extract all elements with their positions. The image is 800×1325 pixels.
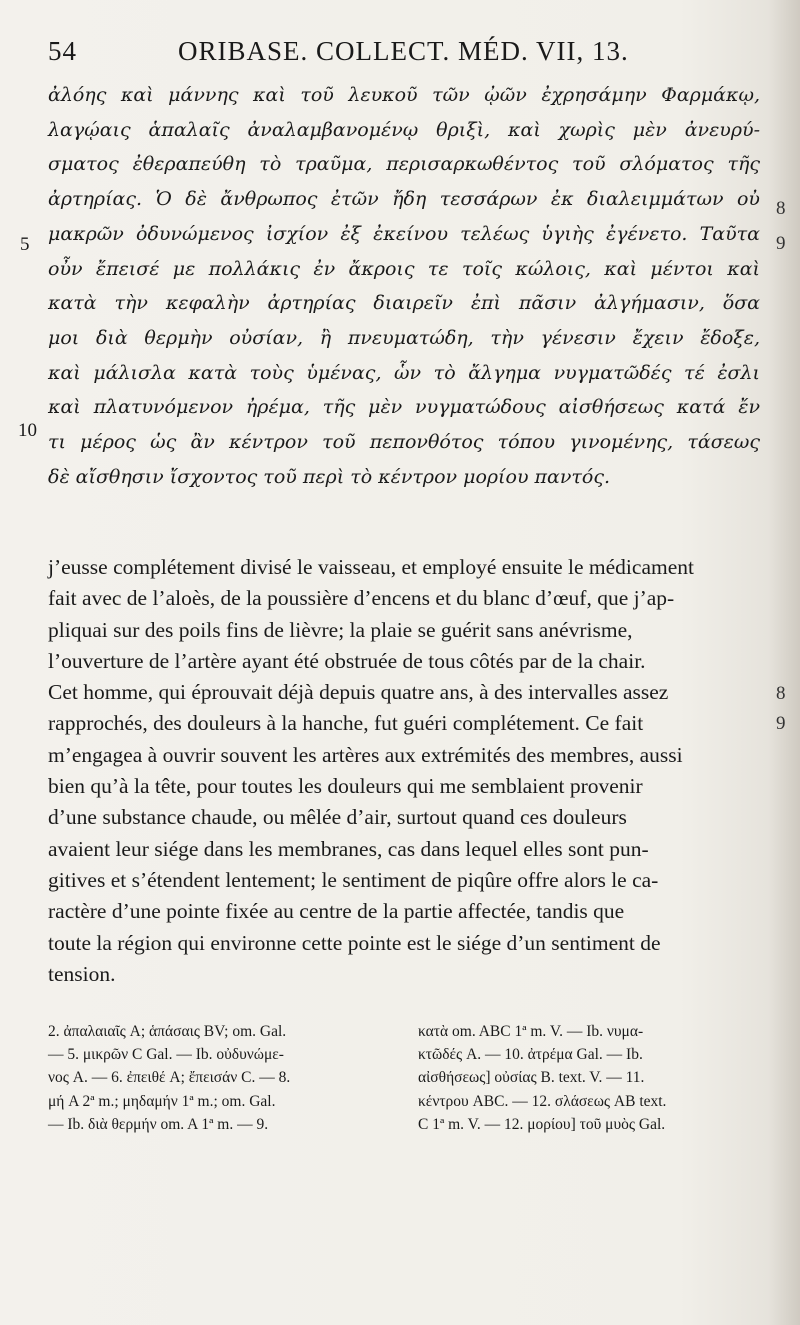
greek-line: καὶ μάλισλα κατὰ τοὺς ὑμένας, ὧν τὸ ἄλγημα νυγματῶδές τέ ἐσλι bbox=[48, 361, 760, 384]
margin-number-8-french: 8 bbox=[776, 683, 786, 704]
margin-number-9-french: 9 bbox=[776, 713, 786, 734]
greek-line: ἀλόης καὶ μάννης καὶ τοῦ λευκοῦ τῶν ᾠῶν ἐχρησάμην Φαρμάκῳ, bbox=[48, 84, 760, 106]
note-line: κατὰ om. ABC 1ª m. V. — Ib. νυμα- bbox=[418, 1023, 644, 1040]
greek-text-block bbox=[48, 78, 760, 494]
page-header bbox=[48, 36, 760, 70]
page-number: 54 bbox=[48, 36, 77, 66]
notes-left-column bbox=[48, 1020, 396, 1136]
greek-line: λαγῴαις ἁπαλαῖς ἀναλαμβανομένῳ θριξὶ, καὶ χωρὶς μὲν ἀνευρύ- bbox=[48, 118, 760, 141]
note-line: 2. ἀπαλαιαῖς A; ἁπάσαις BV; om. Gal. bbox=[48, 1023, 287, 1040]
margin-number-9: 9 bbox=[776, 233, 786, 254]
french-line: l’ouverture de l’artère ayant été obstruée de tous côtés par de la chair. bbox=[48, 648, 646, 673]
margin-number-8: 8 bbox=[776, 198, 786, 219]
french-line: tension. bbox=[48, 961, 116, 986]
french-line: ractère d’une pointe fixée au centre de la partie affectée, tandis que bbox=[48, 899, 625, 924]
french-line: pliquai sur des poils fins de lièvre; la plaie se guérit sans anévrisme, bbox=[48, 617, 633, 642]
french-line: avaient leur siége dans les membranes, cas dans lequel elles sont pun- bbox=[48, 836, 649, 861]
running-title: ORIBASE. COLLECT. MÉD. VII, 13. bbox=[178, 36, 629, 66]
greek-line: καὶ πλατυνόμενον ἠρέμα, τῆς μὲν νυγματώδους αἰσθήσεως κατά ἔν bbox=[48, 396, 760, 419]
line-number-10: 10 bbox=[18, 420, 37, 441]
greek-line: κατὰ τὴν κεφαλὴν ἀρτηρίας διαιρεῖν ἐπὶ πᾶσιν ἀλγήμασιν, ὅσα bbox=[48, 292, 760, 315]
greek-line: τι μέρος ὡς ἂν κέντρον τοῦ πεπονθότος τόπου γινομένης, τάσεως bbox=[48, 431, 760, 454]
french-line: bien qu’à la tête, pour toutes les douleurs qui me semblaient provenir bbox=[48, 774, 643, 799]
greek-line: σματος ἐθεραπεύθη τὸ τραῦμα, περισαρκωθέντος τοῦ σλόματος τῆς bbox=[48, 153, 760, 176]
french-line: rapprochés, des douleurs à la hanche, fut guéri complétement. Ce fait bbox=[48, 711, 644, 736]
note-line: C 1ª m. V. — 12. μορίου] τοῦ μυὸς Gal. bbox=[418, 1115, 666, 1133]
note-line: — Ib. διὰ θερμήν om. A 1ª m. — 9. bbox=[48, 1115, 269, 1133]
french-line: d’une substance chaude, ou mêlée d’air, surtout quand ces douleurs bbox=[48, 805, 627, 830]
greek-line: μοι διὰ θερμὴν οὐσίαν, ἢ πνευματώδη, τὴν γένεσιν ἔχειν ἔδοξε, bbox=[48, 326, 760, 349]
greek-line: μακρῶν ὀδυνώμενος ἰσχίον ἐξ ἐκείνου τελέως ὑγιὴς ἐγένετο. Ταῦτα bbox=[48, 222, 760, 245]
french-line: j’eusse complétement divisé le vaisseau, et employé ensuite le médicament bbox=[48, 555, 694, 579]
greek-line: οὖν ἔπεισέ με πολλάκις ἐν ἄκροις τε τοῖς κώλοις, καὶ μέντοι καὶ bbox=[48, 257, 760, 280]
note-line: μή A 2ª m.; μηδαμήν 1ª m.; om. Gal. bbox=[48, 1092, 276, 1110]
french-line: m’engagea à ouvrir souvent les artères aux extrémités des membres, aussi bbox=[48, 742, 683, 767]
note-line: — 5. μικρῶν C Gal. — Ib. οὐδυνώμε- bbox=[48, 1046, 284, 1064]
french-line: toute la région qui environne cette pointe est le siége d’un sentiment de bbox=[48, 930, 661, 955]
french-line: gitives et s’étendent lentement; le sentiment de piqûre offre alors le ca- bbox=[48, 867, 659, 892]
notes-right-column bbox=[418, 1020, 766, 1136]
greek-line: δὲ αἴσθησιν ἴσχοντος τοῦ περὶ τὸ κέντρον μορίου παντός. bbox=[48, 465, 611, 488]
note-line: κτῶδές A. — 10. ἀτρέμα Gal. — Ib. bbox=[418, 1046, 643, 1064]
french-translation bbox=[48, 552, 763, 990]
french-line: Cet homme, qui éprouvait déjà depuis quatre ans, à des intervalles assez bbox=[48, 680, 669, 705]
line-number-5: 5 bbox=[20, 234, 30, 255]
note-line: νος A. — 6. ἐπειθέ A; ἔπεισάν C. — 8. bbox=[48, 1069, 291, 1087]
greek-line: ἀρτηρίας. Ὁ δὲ ἄνθρωπος ἐτῶν ἤδη τεσσάρων ἐκ διαλειμμάτων οὐ bbox=[48, 188, 760, 211]
french-line: fait avec de l’aloès, de la poussière d’encens et du blanc d’œuf, que j’ap- bbox=[48, 586, 675, 611]
note-line: αἰσθήσεως] οὐσίας B. text. V. — 11. bbox=[418, 1069, 645, 1087]
note-line: κέντρου ABC. — 12. σλάσεως AB text. bbox=[418, 1092, 667, 1110]
